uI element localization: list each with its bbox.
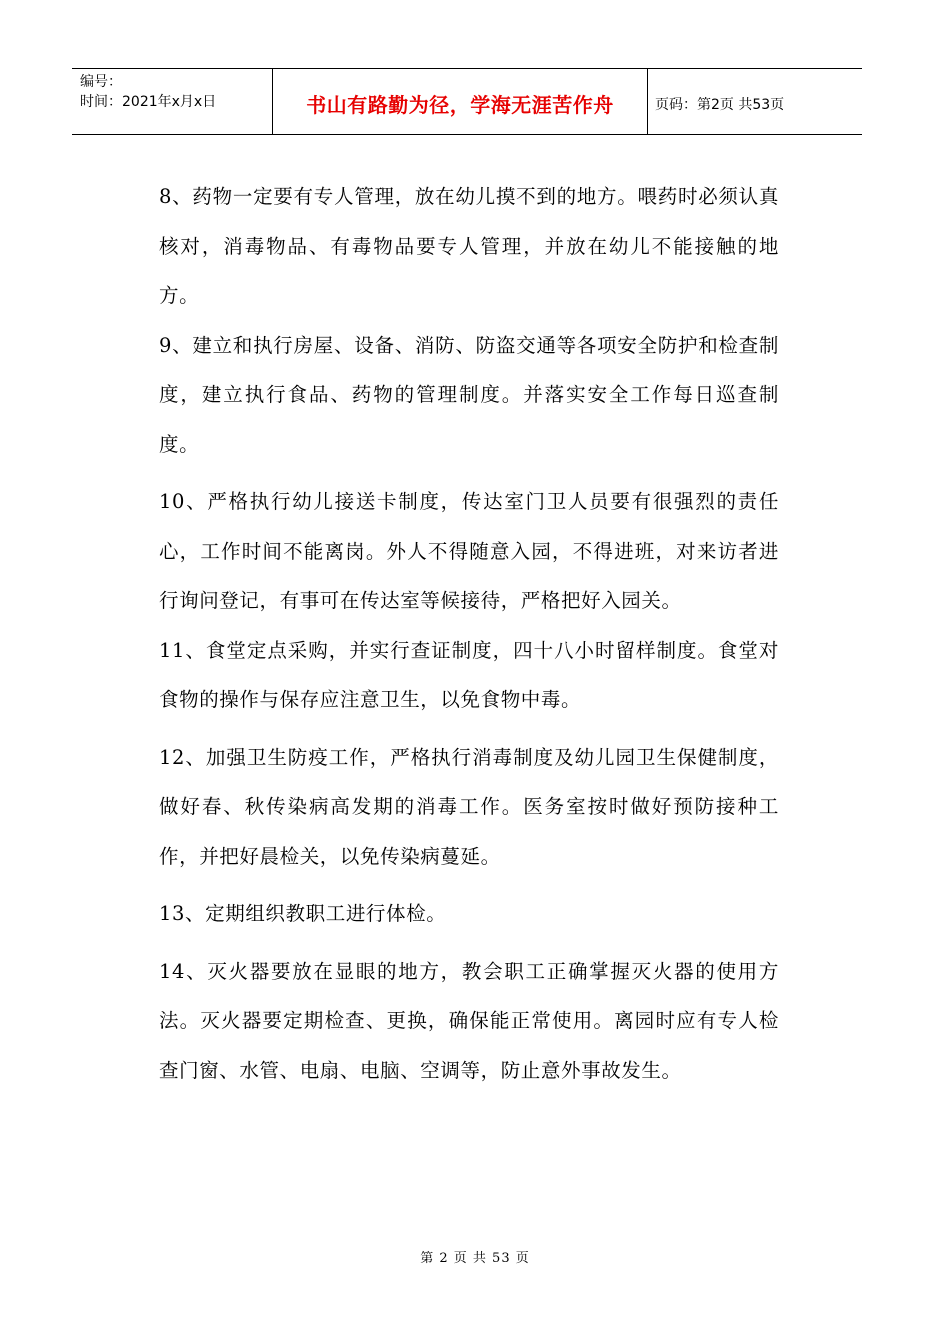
page-header <box>72 68 862 135</box>
paragraph-10: 10、严格执行幼儿接送卡制度，传达室门卫人员要有很强烈的责任心，工作时间不能离岗。外人不得随意入园，不得进班，对来访者进行询问登记，有事可在传达室等候接待，严格把好入园关。 <box>159 490 779 612</box>
paragraph-14: 14、灭火器要放在显眼的地方，教会职工正确掌握灭火器的使用方法。灭火器要定期检查、更换，确保能正常使用。离园时应有专人检查门窗、水管、电扇、电脑、空调等，防止意外事故发生。 <box>159 959 779 1082</box>
paragraph-11: 11、食堂定点采购，并实行查证制度，四十八小时留样制度。食堂对食物的操作与保存应注意卫生，以免食物中毒。 <box>159 638 779 711</box>
header-motto: 书山有路勤为径，学海无涯苦作舟 <box>273 69 648 134</box>
paragraph-9: 9、建立和执行房屋、设备、消防、防盗交通等各项安全防护和检查制度，建立执行食品、药物的管理制度。并落实安全工作每日巡查制度。 <box>159 333 779 456</box>
time-label: 时间：2021年x月x日 <box>80 94 217 110</box>
header-page-info: 页码：第2页 共53页 <box>655 96 785 113</box>
header-meta <box>72 69 273 134</box>
paragraph-13: 13、定期组织教职工进行体检。 <box>159 902 447 925</box>
number-label: 编号： <box>80 74 122 90</box>
paragraph-12: 12、加强卫生防疫工作，严格执行消毒制度及幼儿园卫生保健制度，做好春、秋传染病高发期的消毒工作。医务室按时做好预防接种工作，并把好晨检关，以免传染病蔓延。 <box>159 745 779 868</box>
page-footer: 第 2 页 共 53 页 <box>420 1251 530 1266</box>
document-body <box>159 172 779 1095</box>
paragraph-8: 8、药物一定要有专人管理，放在幼儿摸不到的地方。喂药时必须认真核对，消毒物品、有毒物品要专人管理，并放在幼儿不能接触的地方。 <box>159 185 779 307</box>
